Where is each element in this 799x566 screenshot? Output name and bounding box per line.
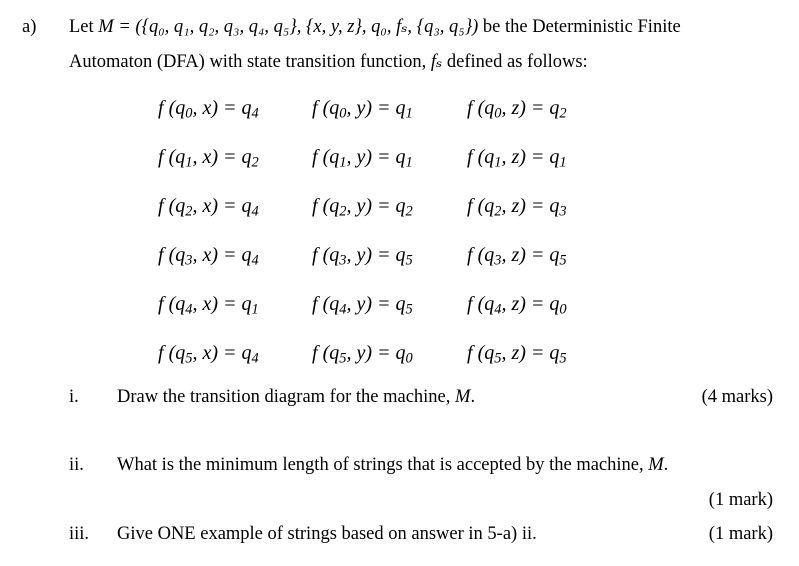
to-state-index: 2 — [251, 154, 259, 171]
open-state: (q — [163, 146, 186, 168]
input-and-result: , z) = q — [501, 293, 560, 315]
function-symbol: f — [158, 293, 164, 315]
input-and-result: , y) = q — [346, 342, 406, 364]
part-ii-number: ii. — [69, 455, 84, 475]
from-state-index: 3 — [185, 252, 193, 269]
part-i-text — [117, 386, 475, 408]
open-state: (q — [317, 293, 340, 315]
part-iii-text — [117, 523, 537, 545]
open-state: (q — [163, 293, 186, 315]
to-state-index: 4 — [251, 252, 259, 269]
open-state: (q — [317, 146, 340, 168]
from-state-index: 5 — [339, 350, 347, 367]
part-i-text-var: M — [455, 387, 471, 407]
open-state: (q — [317, 195, 340, 217]
input-and-result: , x) = q — [192, 97, 252, 119]
from-state-index: 0 — [185, 105, 193, 122]
from-state-index: 4 — [185, 301, 193, 318]
input-and-result: , y) = q — [346, 195, 406, 217]
from-state-index: 1 — [339, 154, 347, 171]
input-and-result: , y) = q — [346, 97, 406, 119]
function-symbol: f — [312, 293, 318, 315]
line2-suffix: defined as follows: — [442, 52, 588, 72]
to-state-index: 5 — [405, 252, 413, 269]
from-state-index: 2 — [494, 203, 502, 220]
input-and-result: , z) = q — [501, 342, 560, 364]
open-state: (q — [317, 244, 340, 266]
input-and-result: , z) = q — [501, 97, 560, 119]
input-and-result: , y) = q — [346, 146, 406, 168]
open-state: (q — [163, 97, 186, 119]
open-state: (q — [472, 244, 495, 266]
transition-cell — [312, 194, 413, 218]
function-symbol: f — [467, 97, 473, 119]
input-and-result: , z) = q — [501, 195, 560, 217]
transition-cell — [467, 341, 567, 365]
to-state-index: 1 — [405, 154, 413, 171]
part-ii-text-prefix: What is the minimum length of strings that is accepted by the machine, — [117, 455, 649, 475]
function-symbol: f — [312, 342, 318, 364]
part-iii-number: iii. — [69, 524, 90, 544]
input-and-result: , z) = q — [501, 244, 560, 266]
machine-name: M — [98, 17, 114, 37]
transition-cell — [312, 145, 413, 169]
part-ii-text-var: M — [648, 455, 664, 475]
function-symbol: f — [467, 293, 473, 315]
to-state-index: 3 — [559, 203, 567, 220]
line2-func: fₛ — [430, 52, 443, 72]
question-label: a) — [22, 17, 37, 37]
from-state-index: 4 — [494, 301, 502, 318]
to-state-index: 2 — [559, 105, 567, 122]
to-state-index: 5 — [405, 301, 413, 318]
to-state-index: 1 — [251, 301, 259, 318]
input-and-result: , x) = q — [192, 244, 252, 266]
to-state-index: 2 — [405, 203, 413, 220]
intro-tuple: = ({q₀, q₁, q₂, q₃, q₄, q₅}, {x, y, z}, q₀, fₛ, {q₃, q₅}) — [113, 17, 479, 37]
open-state: (q — [472, 146, 495, 168]
to-state-index: 4 — [251, 350, 259, 367]
from-state-index: 2 — [185, 203, 193, 220]
question-intro-line2 — [69, 51, 588, 73]
transition-cell — [467, 194, 567, 218]
transition-cell — [312, 341, 413, 365]
function-symbol: f — [312, 97, 318, 119]
from-state-index: 2 — [339, 203, 347, 220]
function-symbol: f — [467, 342, 473, 364]
transition-cell — [467, 96, 567, 120]
part-ii-text — [117, 454, 668, 476]
function-symbol: f — [467, 244, 473, 266]
to-state-index: 4 — [251, 203, 259, 220]
part-i-marks: (4 marks) — [701, 387, 773, 407]
function-symbol: f — [158, 195, 164, 217]
transition-cell — [158, 341, 259, 365]
function-symbol: f — [467, 146, 473, 168]
input-and-result: , x) = q — [192, 293, 252, 315]
input-and-result: , x) = q — [192, 195, 252, 217]
part-i-number: i. — [69, 387, 79, 407]
input-and-result: , y) = q — [346, 293, 406, 315]
open-state: (q — [472, 195, 495, 217]
to-state-index: 1 — [559, 154, 567, 171]
open-state: (q — [317, 97, 340, 119]
from-state-index: 5 — [185, 350, 193, 367]
to-state-index: 5 — [559, 350, 567, 367]
from-state-index: 1 — [494, 154, 502, 171]
function-symbol: f — [158, 97, 164, 119]
part-ii-text-suffix: . — [663, 455, 669, 475]
open-state: (q — [472, 97, 495, 119]
open-state: (q — [317, 342, 340, 364]
transition-cell — [158, 194, 259, 218]
function-symbol: f — [312, 244, 318, 266]
transition-cell — [467, 292, 567, 316]
function-symbol: f — [158, 342, 164, 364]
from-state-index: 1 — [185, 154, 193, 171]
open-state: (q — [163, 342, 186, 364]
open-state: (q — [163, 195, 186, 217]
transition-cell — [158, 292, 259, 316]
input-and-result: , x) = q — [192, 342, 252, 364]
open-state: (q — [163, 244, 186, 266]
from-state-index: 4 — [339, 301, 347, 318]
function-symbol: f — [312, 195, 318, 217]
transition-cell — [158, 96, 259, 120]
input-and-result: , y) = q — [346, 244, 406, 266]
question-intro-line1 — [69, 16, 681, 38]
to-state-index: 4 — [251, 105, 259, 122]
to-state-index: 5 — [559, 252, 567, 269]
function-symbol: f — [158, 244, 164, 266]
transition-cell — [312, 243, 413, 267]
transition-cell — [158, 243, 259, 267]
part-i-text-suffix: . — [470, 387, 476, 407]
to-state-index: 1 — [405, 105, 413, 122]
function-symbol: f — [312, 146, 318, 168]
transition-cell — [312, 292, 413, 316]
from-state-index: 0 — [494, 105, 502, 122]
intro-prefix: Let — [69, 17, 99, 37]
from-state-index: 3 — [339, 252, 347, 269]
function-symbol: f — [158, 146, 164, 168]
open-state: (q — [472, 342, 495, 364]
from-state-index: 3 — [494, 252, 502, 269]
input-and-result: , z) = q — [501, 146, 560, 168]
input-and-result: , x) = q — [192, 146, 252, 168]
part-ii-marks: (1 mark) — [708, 490, 773, 510]
line2-prefix: Automaton (DFA) with state transition function, — [69, 52, 431, 72]
part-iii-text-prefix: Give ONE example of strings based on answer in 5-a) ii. — [117, 524, 537, 544]
function-symbol: f — [467, 195, 473, 217]
part-iii-marks: (1 mark) — [708, 524, 773, 544]
part-i-text-prefix: Draw the transition diagram for the machine, — [117, 387, 456, 407]
from-state-index: 0 — [339, 105, 347, 122]
to-state-index: 0 — [405, 350, 413, 367]
transition-cell — [467, 243, 567, 267]
transition-cell — [158, 145, 259, 169]
transition-cell — [467, 145, 567, 169]
transition-cell — [312, 96, 413, 120]
open-state: (q — [472, 293, 495, 315]
to-state-index: 0 — [559, 301, 567, 318]
intro-suffix: be the Deterministic Finite — [478, 17, 681, 37]
from-state-index: 5 — [494, 350, 502, 367]
